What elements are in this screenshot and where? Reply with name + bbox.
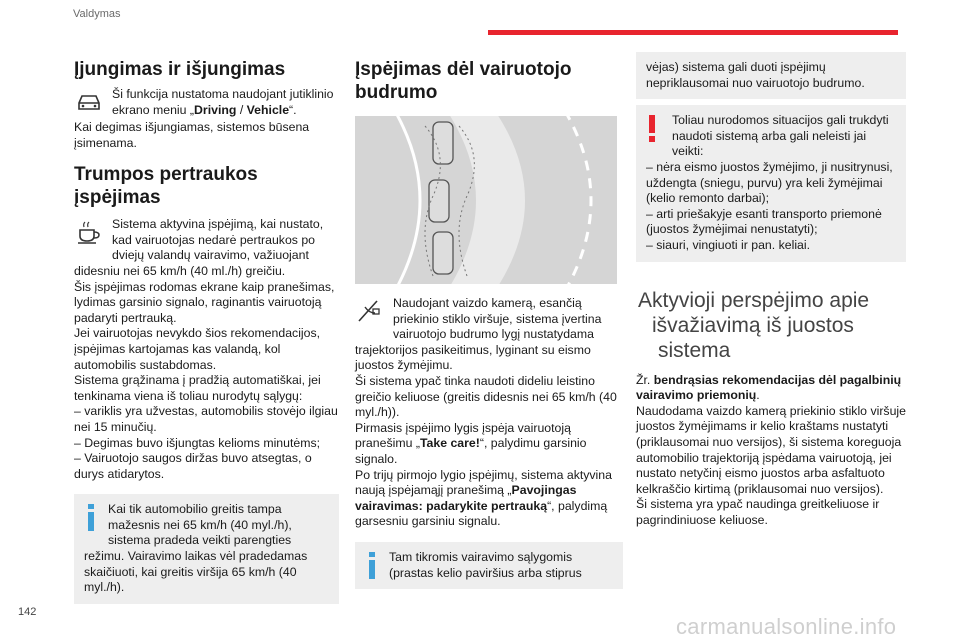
short-line: Jei vairuotojas nevykdo šios rekomendacijos, įspėjimas kartojamas kas valandą, kol automobilis sustabdomas.: [74, 326, 321, 372]
lane-title-line: išvažiavimą iš juostos: [652, 313, 854, 337]
short-break-paragraph: [74, 217, 339, 482]
column-2: [355, 46, 623, 589]
switch-text-end: “.: [289, 102, 297, 117]
second-level-text-end: “, palydimą garsesniu garsiniu signalu.: [355, 498, 608, 529]
lane-drift-illustration: [355, 116, 617, 284]
menu-driving: Driving: [194, 102, 237, 117]
warning-box: [636, 105, 906, 261]
car-settings-icon: [74, 88, 108, 120]
warning-item: – nėra eismo juostos žymėjimo, ji nusitrynusi, uždengta (sniegu, purvu) yra keli žymėjimai (kelio remonto darbai);: [646, 159, 893, 206]
lane-title-line: Aktyvioji perspėjimo apie: [638, 288, 870, 312]
alertness-heading: Įspėjimas dėl vairuotojo budrumo: [355, 59, 572, 103]
info-icon: [365, 552, 383, 582]
windshield-camera-icon: [355, 297, 389, 329]
switch-paragraph: [74, 87, 339, 151]
watermark: carmanualsonline.info: [676, 614, 897, 639]
info-icon: [84, 504, 102, 534]
speed-text: Ši sistema ypač tinka naudoti dideliu leistino greičio keliuose (greitis didesnis nei 65 km/h (40 myl./h)).: [355, 373, 617, 420]
first-level-text: Pirmasis įspėjimo lygis įspėja vairuotoją pranešimu „: [355, 420, 571, 451]
switch-text: Ši funkcija nustatoma naudojant jutiklinio ekrano meniu „: [112, 87, 334, 117]
switch-memory-text: Kai degimas išjungiamas, sistemos būsena įsimenama.: [74, 120, 310, 150]
driving-aids-reference: bendrąsias rekomendacijas dėl pagalbinių vairavimo priemonių: [636, 372, 902, 403]
info-text: Kai tik automobilio greitis tampa mažesnis nei 65 km/h (40 myl./h), sistema pradeda veikti parengties režimu. Vairavimo laikas vėl pradedamas skaičiuoti, kai greitis viršija 65 km/h (40 myl./h).: [84, 502, 308, 595]
header-accent-bar: [488, 30, 898, 35]
lane-text-2: Ši sistema yra ypač naudinga greitkeliuose ir pagrindiniuose keliuose.: [636, 497, 880, 527]
column-3: [636, 46, 906, 528]
warning-item: – arti priešakyje esanti transporto priemonė (juostos žymėjimai nenustatyti);: [646, 206, 882, 237]
lane-title-line: sistema: [658, 338, 731, 362]
lane-text: Naudodama vaizdo kamerą priekinio stiklo viršuje juostos žymėjimams ir kelio kraštams nustatyti (priklausomai nuo versijos), ši sistema koreguoja automobilio trajektoriją įspėdama vairuotoją, jei nustato netyčinį eismo juostos arba asfaltuoto kelkraščio kirtimą (priklausomai nuo versijos).: [636, 403, 906, 496]
short-line: – Degimas buvo išjungtas kelioms minutėms;: [74, 435, 321, 450]
short-line: Sistema grąžinama į pradžią automatiškai, jei tenkinama viena iš toliau nurodytų sąlygų:: [74, 373, 321, 403]
page-number: 142: [18, 606, 37, 618]
switch-heading: Įjungimas ir išjungimas: [74, 59, 286, 80]
menu-vehicle: Vehicle: [246, 102, 290, 117]
lane-departure-heading: [638, 288, 906, 363]
short-line: – variklis yra užvestas, automobilis stovėjo ilgiau nei 15 minučių.: [74, 404, 338, 434]
info-box-2: [355, 542, 623, 589]
first-level-text-end: “, palydimu garsinio signalo.: [355, 436, 587, 466]
warning-item: – siauri, vingiuoti ir pan. keliai.: [646, 237, 811, 252]
second-level-text: Po trijų pirmojo lygio įspėjimų, sistema aktyvina naują įspėjamąjį pranešimą „: [355, 467, 612, 498]
camera-text: Naudojant vaizdo kamerą, esančią priekinio stiklo viršuje, sistema įvertina vairuotojo budrumo lygį nustatydama trajektorijos pasikeitimus, lyginant su eismo juostos žymėjimu.: [355, 296, 602, 373]
info-text-continued: vėjas) sistema gali duoti įspėjimų nepriklausomai nuo vairuotojo budrumo.: [646, 60, 865, 90]
info-box-continued: [636, 52, 906, 99]
warning-icon: [646, 115, 664, 147]
info-box: [74, 494, 339, 604]
info-text: Tam tikromis vairavimo sąlygomis (prastas kelio paviršius arba stiprus: [389, 549, 582, 580]
lane-ref-text: Žr.: [636, 372, 654, 387]
section-label: Valdymas: [73, 8, 121, 20]
short-break-heading: Trumpos pertraukos įspėjimas: [74, 164, 258, 209]
column-1: [74, 46, 339, 604]
take-care-message: Take care!: [419, 436, 480, 451]
warning-text: Toliau nurodomos situacijos gali trukdyti naudoti sistemą arba gali neleisti jai veikti:: [672, 113, 889, 159]
menu-separator: /: [236, 102, 247, 117]
short-break-text: Sistema aktyvina įspėjimą, kai nustato, kad vairuotojas nedarė pertraukos po dviejų valandų vairavimo, važiuojant didesniu nei 65 km/h (40 ml./h) greičiu.: [74, 217, 324, 278]
short-line: – Vairuotojo saugos diržas buvo atsegtas, o durys atidarytos.: [74, 451, 312, 481]
camera-paragraph: [355, 296, 623, 530]
lane-ref-end: .: [756, 388, 760, 403]
short-line: Šis įspėjimas rodomas ekrane kaip pranešimas, lydimas garsinio signalo, raginantis vairuotoją padaryti pertrauką.: [74, 279, 335, 325]
coffee-cup-icon: [74, 218, 108, 250]
dangerous-driving-message: Pavojingas vairavimas: padarykite pertrauką: [355, 483, 577, 513]
